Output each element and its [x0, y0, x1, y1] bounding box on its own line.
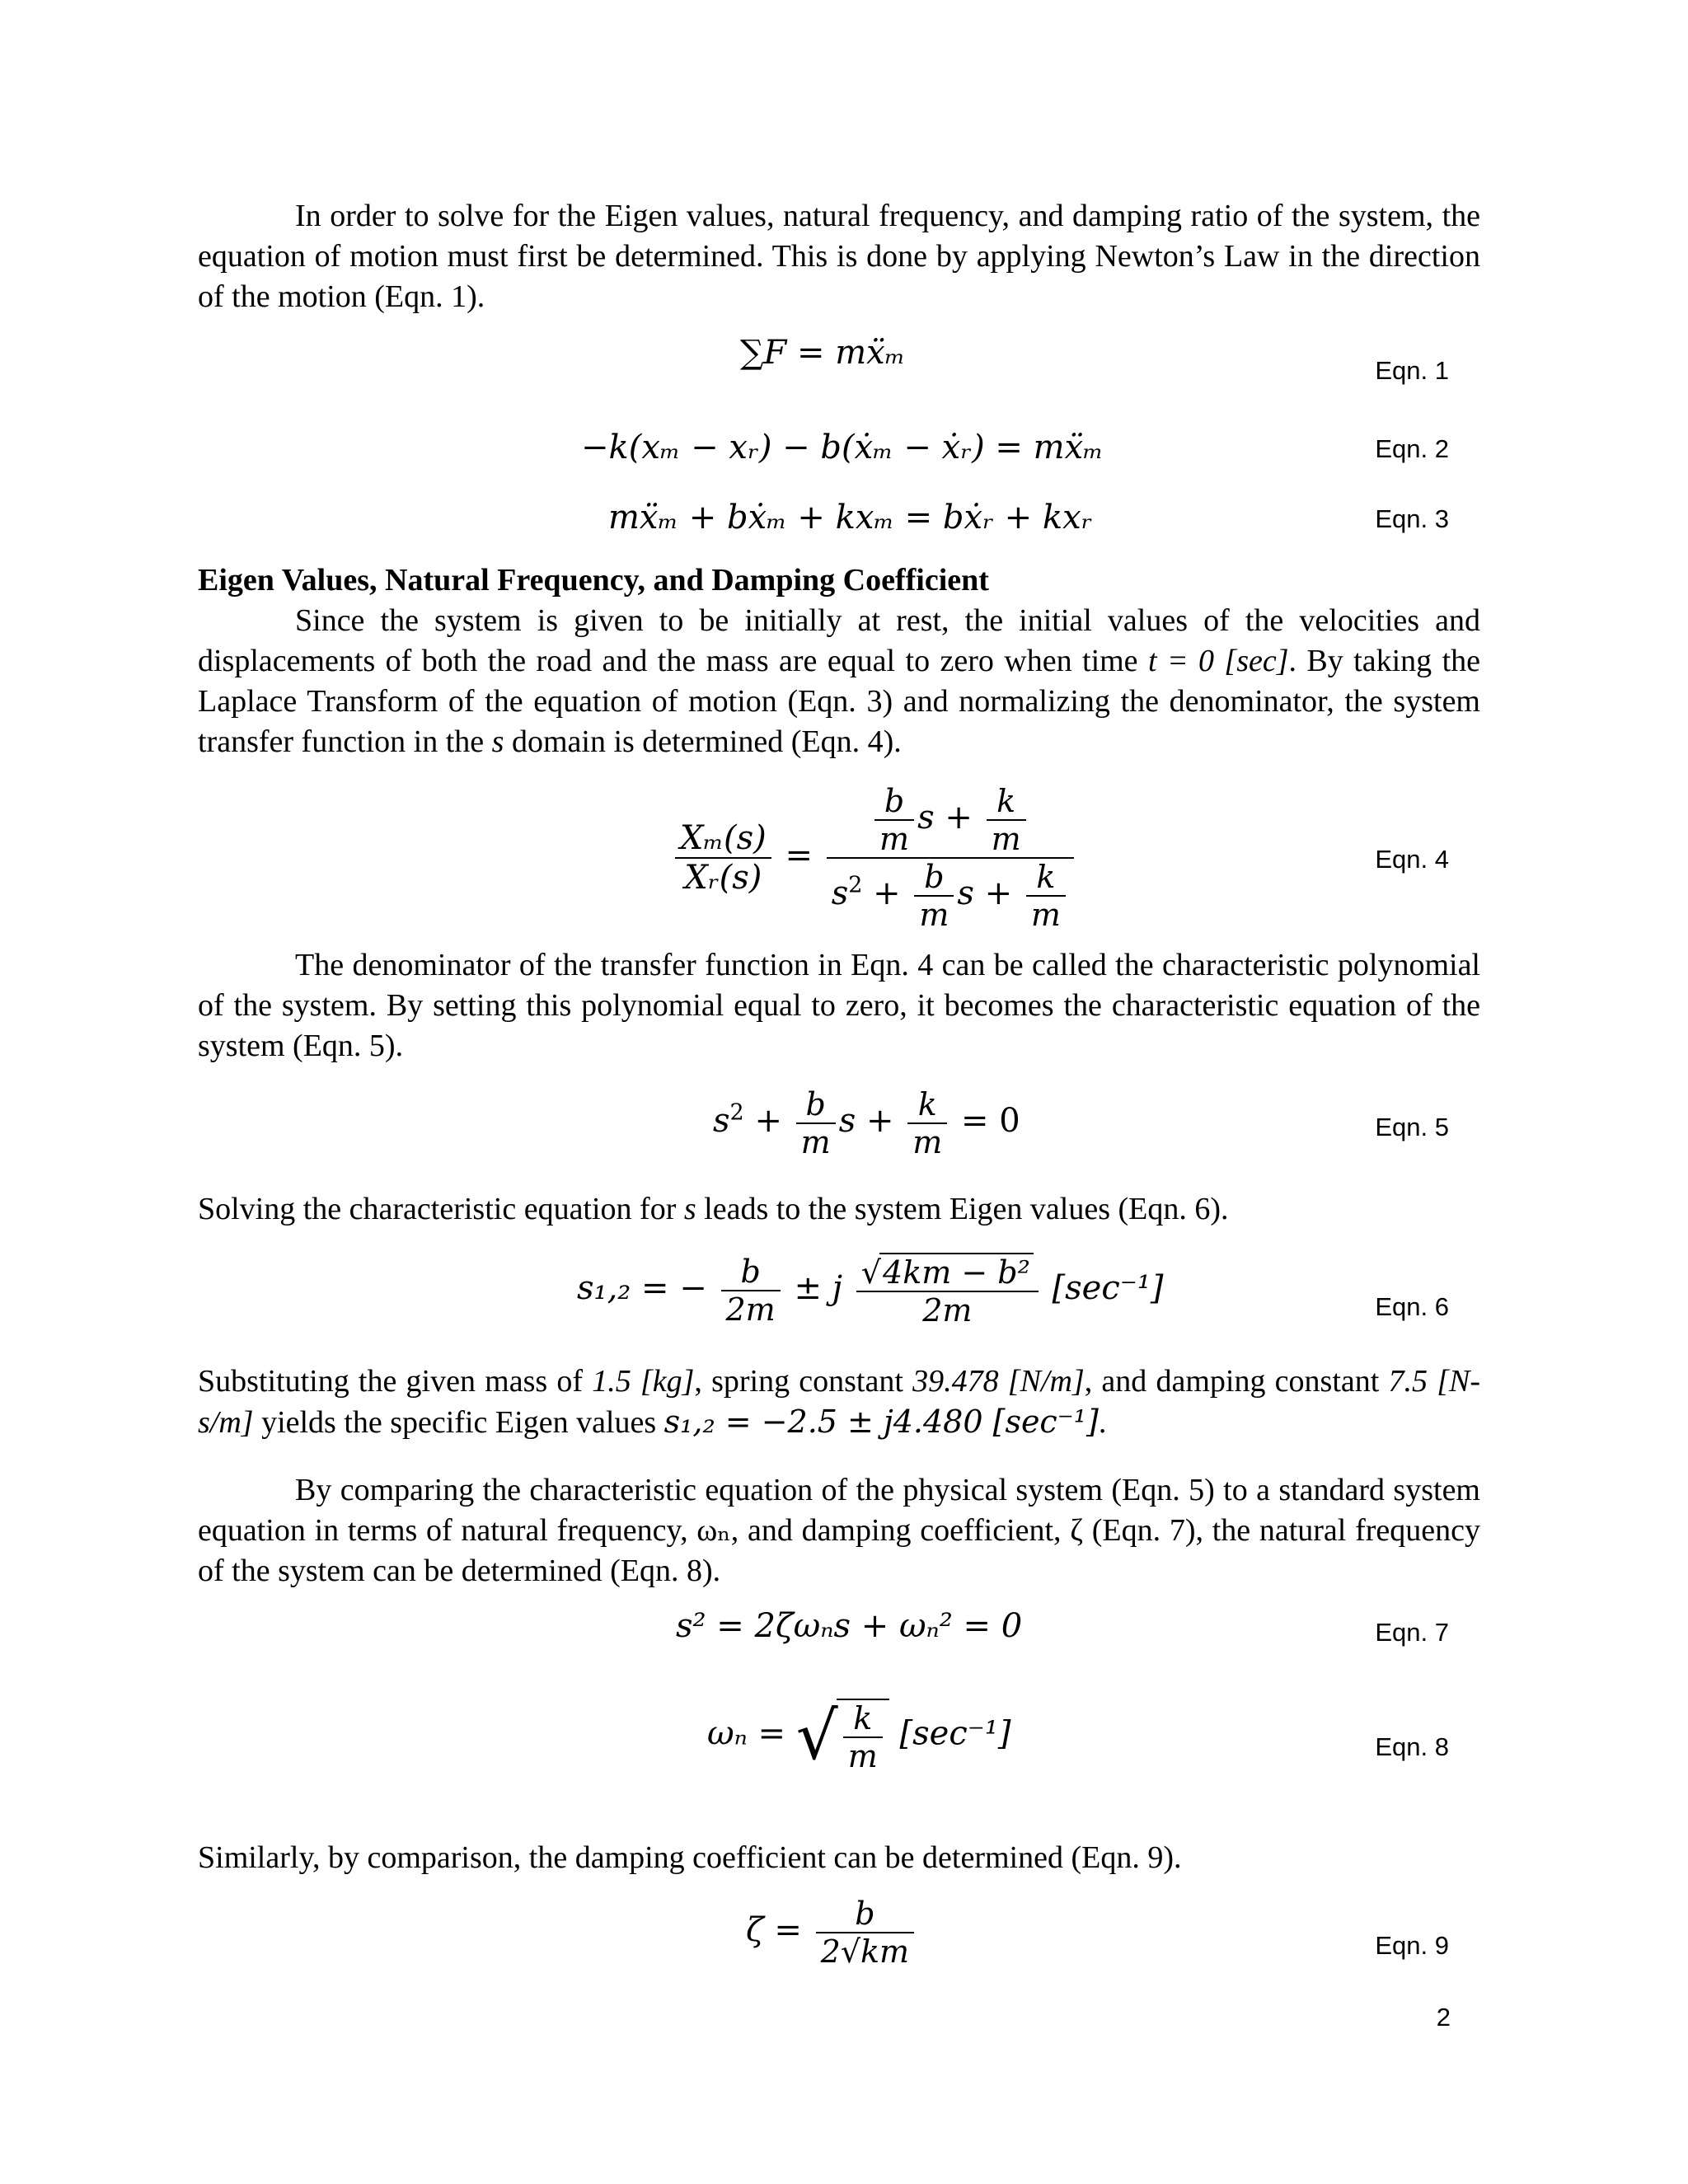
paragraph-initial-rest-a: Since the system is given to be initially at rest, the initial values of the velocities and displacements of both the road and the mass are equal to zero when time [198, 603, 1480, 678]
paragraph-initial-rest-time: t = 0 [sec] [1147, 644, 1289, 678]
equation-7: s² = 2ζωₙs + ωₙ² = 0 [676, 1607, 1023, 1645]
eqn-label-6: Eqn. 6 [1375, 1292, 1449, 1321]
paragraph-substituting-a: Substituting the given mass of [198, 1364, 593, 1399]
equation-2: −k(xₘ − xᵣ) − b(ẋₘ − ẋᵣ) = mẍₘ [581, 429, 1104, 466]
equation-5: $s^2$ + $\frac{b}{m}$ s + $\frac{k}{m}$ = 0 [713, 1086, 1020, 1160]
lhs-numerator: Xₘ(s) [675, 819, 771, 859]
eqn-label-3: Eqn. 3 [1375, 504, 1449, 533]
paragraph-comparing: By comparing the characteristic equation of the physical system (Eqn. 5) to a standard system equation in terms of natural frequency, ωₙ, and damping coefficient, ζ (Eqn. 7), the natural frequency of the system can be determined (Eqn. 8). [198, 1473, 1480, 1588]
equation-4: $\frac{\text{Xₘ(s)}}{\text{Xᵣ(s)}}$ = $\frac{b}{m}$ s + $\frac{k}{m}$ $s^2$ + $\frac{b}{m}$ s + $\frac{k}{m}$ [672, 783, 1077, 933]
paragraph-solving-b: leads to the system Eigen values (Eqn. 6). [696, 1192, 1229, 1226]
paragraph-initial-rest-s: s [491, 724, 504, 759]
given-damping-constant: 7.5 [N-s/m] [198, 1364, 1481, 1440]
eqn-label-9: Eqn. 9 [1375, 1931, 1449, 1960]
paragraph-initial-rest [198, 601, 1480, 762]
section-heading: Eigen Values, Natural Frequency, and Damping Coefficient [198, 563, 989, 598]
equation-8-lhs: ωₙ = [707, 1714, 786, 1753]
eqn-label-8: Eqn. 8 [1375, 1732, 1449, 1761]
lhs-denominator: Xᵣ(s) [684, 859, 762, 897]
given-mass: 1.5 [kg] [592, 1364, 695, 1399]
paragraph-characteristic: The denominator of the transfer function in Eqn. 4 can be called the characteristic polynomial of the system. By setting this polynomial equal to zero, it becomes the characteristic equation of the system (Eqn. 5). [198, 948, 1480, 1063]
paragraph-solving-a: Solving the characteristic equation for [198, 1192, 684, 1226]
paragraph-substituting-e: yields the specific Eigen values [253, 1405, 664, 1440]
paragraph-initial-rest-c: domain is determined (Eqn. 4). [504, 724, 902, 759]
specific-eigen-values: s₁,₂ = −2.5 ± j4.480 [sec⁻¹] [663, 1404, 1099, 1440]
equation-6-unit: [sec⁻¹] [1052, 1269, 1164, 1307]
equation-9-lhs: ζ = [746, 1911, 802, 1949]
paragraph-intro: In order to solve for the Eigen values, natural frequency, and damping ratio of the system, the equation of motion must first be determined. This is done by applying Newton’s Law in the direction of the motion (Eqn. 1). [198, 199, 1480, 314]
equation-6-sqrt: 4km − b² [879, 1253, 1034, 1291]
equation-6: s₁,₂ = − $\frac{b}{2m}$ ± j $\frac{\text{√4km − b²}}{2m}$ [sec⁻¹] [577, 1254, 1164, 1329]
equation-1-text: ∑F = mẍₘ [740, 334, 906, 372]
paragraph-initial-rest-b: . By taking the Laplace Transform of the equation of motion (Eqn. 3) and normalizing the denominator, the system transfer function in the [198, 644, 1481, 759]
paragraph-substituting-b: , spring constant [694, 1364, 913, 1399]
equation-9-denominator: 2√km [820, 1933, 910, 1970]
paragraph-solving-s: s [683, 1192, 696, 1226]
equation-6-prefix: s₁,₂ = − [577, 1269, 707, 1307]
eqn-label-1: Eqn. 1 [1375, 356, 1449, 385]
paragraph-solving [198, 1189, 1480, 1230]
eqn-label-5: Eqn. 5 [1375, 1113, 1449, 1141]
eqn-label-4: Eqn. 4 [1375, 845, 1449, 874]
paragraph-substituting [198, 1361, 1480, 1443]
paragraph-substituting-c: , and damping constant [1084, 1364, 1389, 1399]
equation-8-unit: [sec⁻¹] [899, 1714, 1011, 1753]
paragraph-substituting-f: . [1098, 1405, 1107, 1440]
equation-1 [740, 334, 905, 372]
equation-9: ζ = $\frac{b}{2√km}$ [746, 1896, 917, 1970]
paragraph-similarly: Similarly, by comparison, the damping coefficient can be determined (Eqn. 9). [198, 1840, 1182, 1875]
given-spring-constant: 39.478 [N/m] [912, 1364, 1085, 1399]
transfer-function-lhs [675, 819, 771, 897]
equation-8: ωₙ = √ $\frac{k}{m}$ [sec⁻¹] [707, 1698, 1011, 1774]
equation-3: mẍₘ + bẋₘ + kxₘ = bẋᵣ + kxᵣ [608, 499, 1093, 537]
eqn-label-7: Eqn. 7 [1375, 1618, 1449, 1647]
transfer-function-rhs: $\frac{b}{m}$ s + $\frac{k}{m}$ $s^2$ + $\frac{b}{m}$ s + $\frac{k}{m}$ [827, 783, 1074, 933]
page-number: 2 [1436, 2003, 1451, 2032]
eqn-label-2: Eqn. 2 [1375, 434, 1449, 463]
